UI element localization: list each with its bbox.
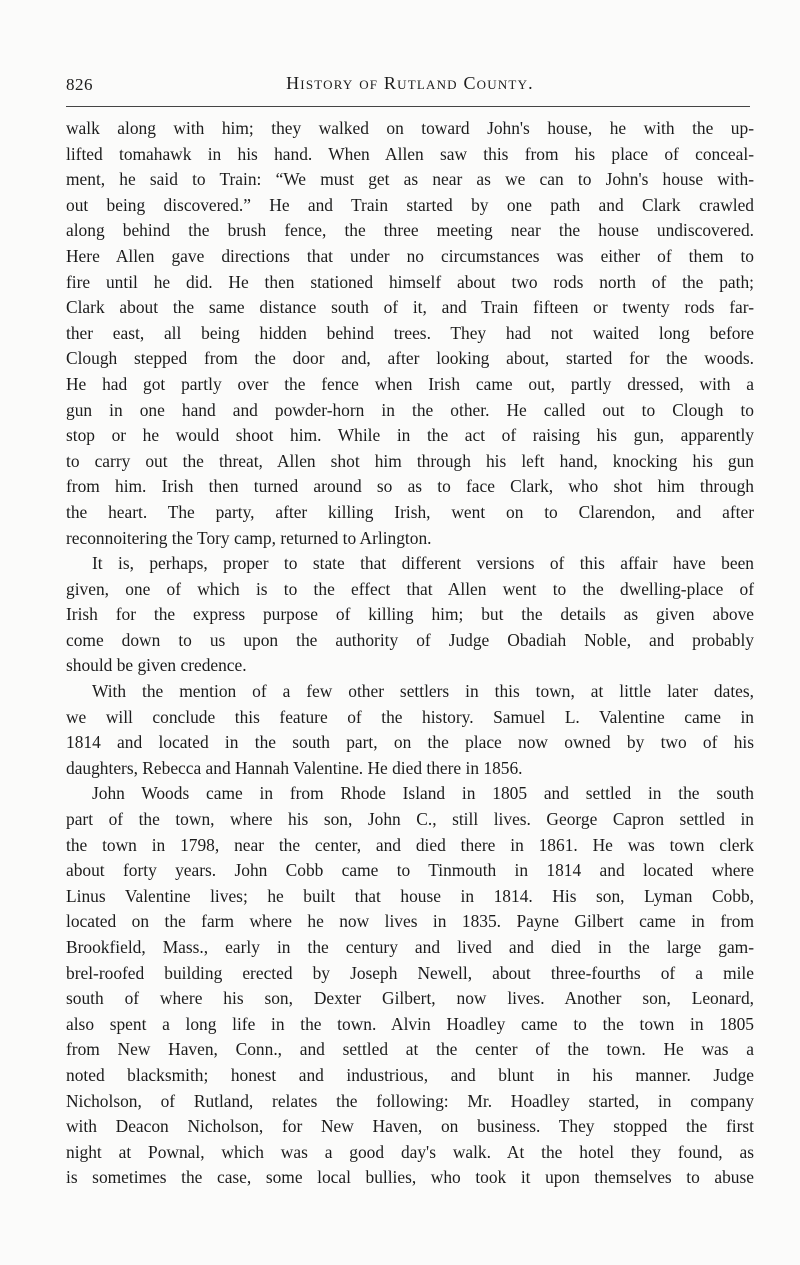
text-line: Brookfield, Mass., early in the century and lived and died in the large gam- [66,937,754,957]
text-line: the heart. The party, after killing Irish, went on to Clarendon, and after [66,501,754,522]
text-line: also spent a long life in the town. Alvin Hoadley came to the town in 1805 [66,1013,754,1034]
text-line: John Woods came in from Rhode Island in 1805 and settled in the south [92,783,754,804]
text-line: noted blacksmith; honest and industrious, and blunt in his manner. Judge [66,1064,754,1085]
text-line: 1814 and located in the south part, on the place now owned by two of his [66,732,754,753]
running-head: History of Rutland County. [286,73,534,93]
text-line: should be given credence. [66,655,247,676]
text-line: is sometimes the case, some local bullies, who took it upon themselves to abuse [66,1167,754,1188]
header-rule [66,106,750,107]
text-line: from him. Irish then turned around so as to face Clark, who shot him through [66,476,754,497]
body-text [66,116,754,1191]
text-line: Clough stepped from the door and, after looking about, started for the woods. [66,348,754,369]
text-line: the town in 1798, near the center, and died there in 1861. He was town clerk [66,834,754,855]
text-line: with Deacon Nicholson, for New Haven, on business. They stopped the first [66,1116,754,1137]
text-line: ther east, all being hidden behind trees. They had not waited long before [66,322,754,343]
text-line: stop or he would shoot him. While in the act of raising his gun, apparently [66,425,754,446]
text-line: to carry out the threat, Allen shot him through his left hand, knocking his gun [66,450,754,471]
page-number: 826 [66,75,93,94]
text-line: Clark about the same distance south of it, and Train fifteen or twenty rods far- [66,297,754,318]
text-line: come down to us upon the authority of Judge Obadiah Noble, and probably [66,629,754,650]
text-line: With the mention of a few other settlers in this town, at little later dates, [92,681,754,702]
text-line: It is, perhaps, proper to state that different versions of this affair have been [92,553,754,574]
text-line: Irish for the express purpose of killing him; but the details as given above [66,604,754,625]
text-line: out being discovered.” He and Train started by one path and Clark crawled [66,194,754,215]
text-line: ment, he said to Train: “We must get as near as we can to John's house with- [66,169,754,190]
text-line: night at Pownal, which was a good day's walk. At the hotel they found, as [66,1141,754,1162]
text-line: along behind the brush fence, the three meeting near the house undiscovered. [66,220,754,241]
text-line: south of where his son, Dexter Gilbert, now lives. Another son, Leonard, [66,988,754,1009]
text-line: daughters, Rebecca and Hannah Valentine. He died there in 1856. [66,757,523,778]
text-line: gun in one hand and powder-horn in the other. He called out to Clough to [66,399,754,420]
text-line: walk along with him; they walked on toward John's house, he with the up- [66,118,754,138]
text-line: Here Allen gave directions that under no circumstances was either of them to [66,245,754,266]
text-line: from New Haven, Conn., and settled at the center of the town. He was a [66,1039,754,1060]
text-line: Nicholson, of Rutland, relates the following: Mr. Hoadley started, in company [66,1090,754,1111]
text-line: fire until he did. He then stationed himself about two rods north of the path; [66,271,754,292]
text-line: He had got partly over the fence when Irish came out, partly dressed, with a [66,373,754,394]
text-line: located on the farm where he now lives in 1835. Payne Gilbert came in from [66,911,754,932]
text-line: reconnoitering the Tory camp, returned to Arlington. [66,527,432,548]
text-line: we will conclude this feature of the history. Samuel L. Valentine came in [66,706,754,727]
text-line: Linus Valentine lives; he built that house in 1814. His son, Lyman Cobb, [66,885,754,906]
text-line: part of the town, where his son, John C., still lives. George Capron settled in [66,809,754,830]
text-line: lifted tomahawk in his hand. When Allen saw this from his place of conceal- [66,143,754,164]
text-line: given, one of which is to the effect that Allen went to the dwelling-place of [66,578,754,599]
text-line: about forty years. John Cobb came to Tinmouth in 1814 and located where [66,860,754,881]
text-line: brel-roofed building erected by Joseph Newell, about three-fourths of a mile [66,962,754,983]
